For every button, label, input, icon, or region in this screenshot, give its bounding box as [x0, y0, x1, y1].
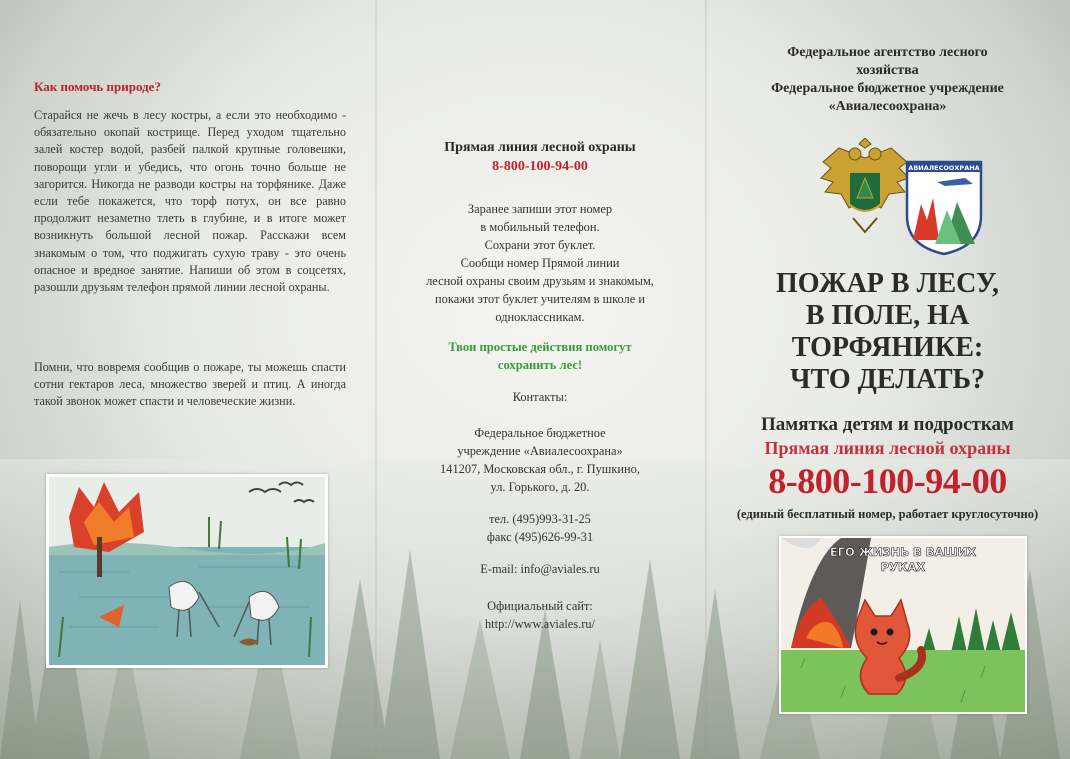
- hotline-title: Прямая линия лесной охраны: [444, 140, 636, 155]
- instruction-line: покажи этот буклет учителям в школе и: [435, 292, 645, 306]
- title-line: В ПОЛЕ, НА: [805, 300, 970, 331]
- drawing-fox: [779, 536, 1027, 714]
- reminder-paragraph: Помни, что вовремя сообщив о пожаре, ты можешь спасти сотни гектаров леса, множество зверей и птиц. А иногда такой звонок может спасти и человеческие жизни.: [34, 360, 346, 409]
- instruction-line: в мобильный телефон.: [480, 220, 600, 234]
- title-line: ПОЖАР В ЛЕСУ,: [776, 268, 999, 299]
- org-line: Федеральное бюджетное учреждение: [771, 81, 1004, 96]
- advice-paragraph: Старайся не жечь в лесу костры, а если это необходимо - обязательно окопай кострище. Перед уходом тщательно залей костер водой, разбей палкой крупные головешки, поворощи угли и убедись, что огонь точно больше не загорится. Никогда не разводи костры на торфянике. Даже если тебе покажется, что торф потух, он все равно продолжит незаметно тлеть в глубине, и в итоге может возникнуть большой лесной пожар. Расскажи всем знакомым о том, что поджигать сухую траву - это очень опасное и вредное занятие. Напиши об этом в соцсетях, разошли друзьям телефон прямой линии лесной охраны.: [34, 108, 346, 295]
- picture-caption-line2: РУКАХ: [880, 560, 926, 574]
- memo-subtitle: Памятка детям и подросткам: [761, 414, 1014, 435]
- right-panel: [705, 0, 1070, 759]
- website: [375, 597, 705, 633]
- left-panel: [0, 0, 375, 759]
- contacts-label: Контакты:: [512, 390, 568, 404]
- site-url: http://www.aviales.ru/: [484, 617, 595, 631]
- middle-panel: [375, 0, 705, 759]
- main-title: [705, 268, 1070, 396]
- site-label: Официальный сайт:: [487, 599, 593, 613]
- big-phone-number: 8-800-100-94-00: [768, 461, 1007, 501]
- slogan: [375, 338, 705, 374]
- question-title: Как помочь природе?: [34, 79, 161, 94]
- instruction-line: Сохрани этот буклет.: [484, 238, 596, 252]
- address-line: Федеральное бюджетное: [474, 426, 606, 440]
- free-number-note: (единый бесплатный номер, работает круглосуточно): [736, 507, 1039, 521]
- instruction-line: Сообщи номер Прямой линии: [460, 256, 620, 270]
- eagle-emblem-icon: [819, 138, 911, 236]
- address-line: учреждение «Авиалесоохрана»: [457, 444, 623, 458]
- org-line: хозяйства: [856, 63, 919, 78]
- phones: [375, 510, 705, 546]
- address: [375, 424, 705, 496]
- slogan-line: Твои простые действия помогут: [448, 340, 632, 354]
- slogan-line: сохранить лес!: [497, 358, 583, 372]
- instruction-line: лесной охраны своим друзьям и знакомым,: [426, 274, 654, 288]
- fax-number: факс (495)626-99-31: [486, 530, 594, 544]
- picture-caption-line1: ЕГО ЖИЗНЬ В ВАШИХ: [829, 545, 977, 559]
- org-line: «Авиалесоохрана»: [828, 99, 947, 114]
- instructions: [375, 200, 705, 326]
- instruction-line: одноклассникам.: [495, 310, 585, 324]
- shield-text: АВИАЛЕСООХРАНА: [908, 164, 980, 172]
- title-line: ЧТО ДЕЛАТЬ?: [789, 364, 985, 395]
- tel-number: тел. (495)993-31-25: [489, 512, 591, 526]
- title-line: ТОРФЯНИКЕ:: [791, 332, 984, 363]
- hotline-label: Прямая линия лесной охраны: [764, 438, 1011, 458]
- avialesookhrana-shield-icon: [905, 160, 983, 256]
- instruction-line: Заранее запиши этот номер: [467, 202, 613, 216]
- org-line: Федеральное агентство лесного: [787, 45, 988, 60]
- email: E-mail: info@aviales.ru: [480, 562, 600, 576]
- organization: [705, 44, 1070, 116]
- address-line: ул. Горького, д. 20.: [490, 480, 590, 494]
- address-line: 141207, Московская обл., г. Пушкино,: [440, 462, 640, 476]
- drawing-cranes-fire: [46, 474, 328, 668]
- hotline-phone: 8-800-100-94-00: [492, 159, 588, 174]
